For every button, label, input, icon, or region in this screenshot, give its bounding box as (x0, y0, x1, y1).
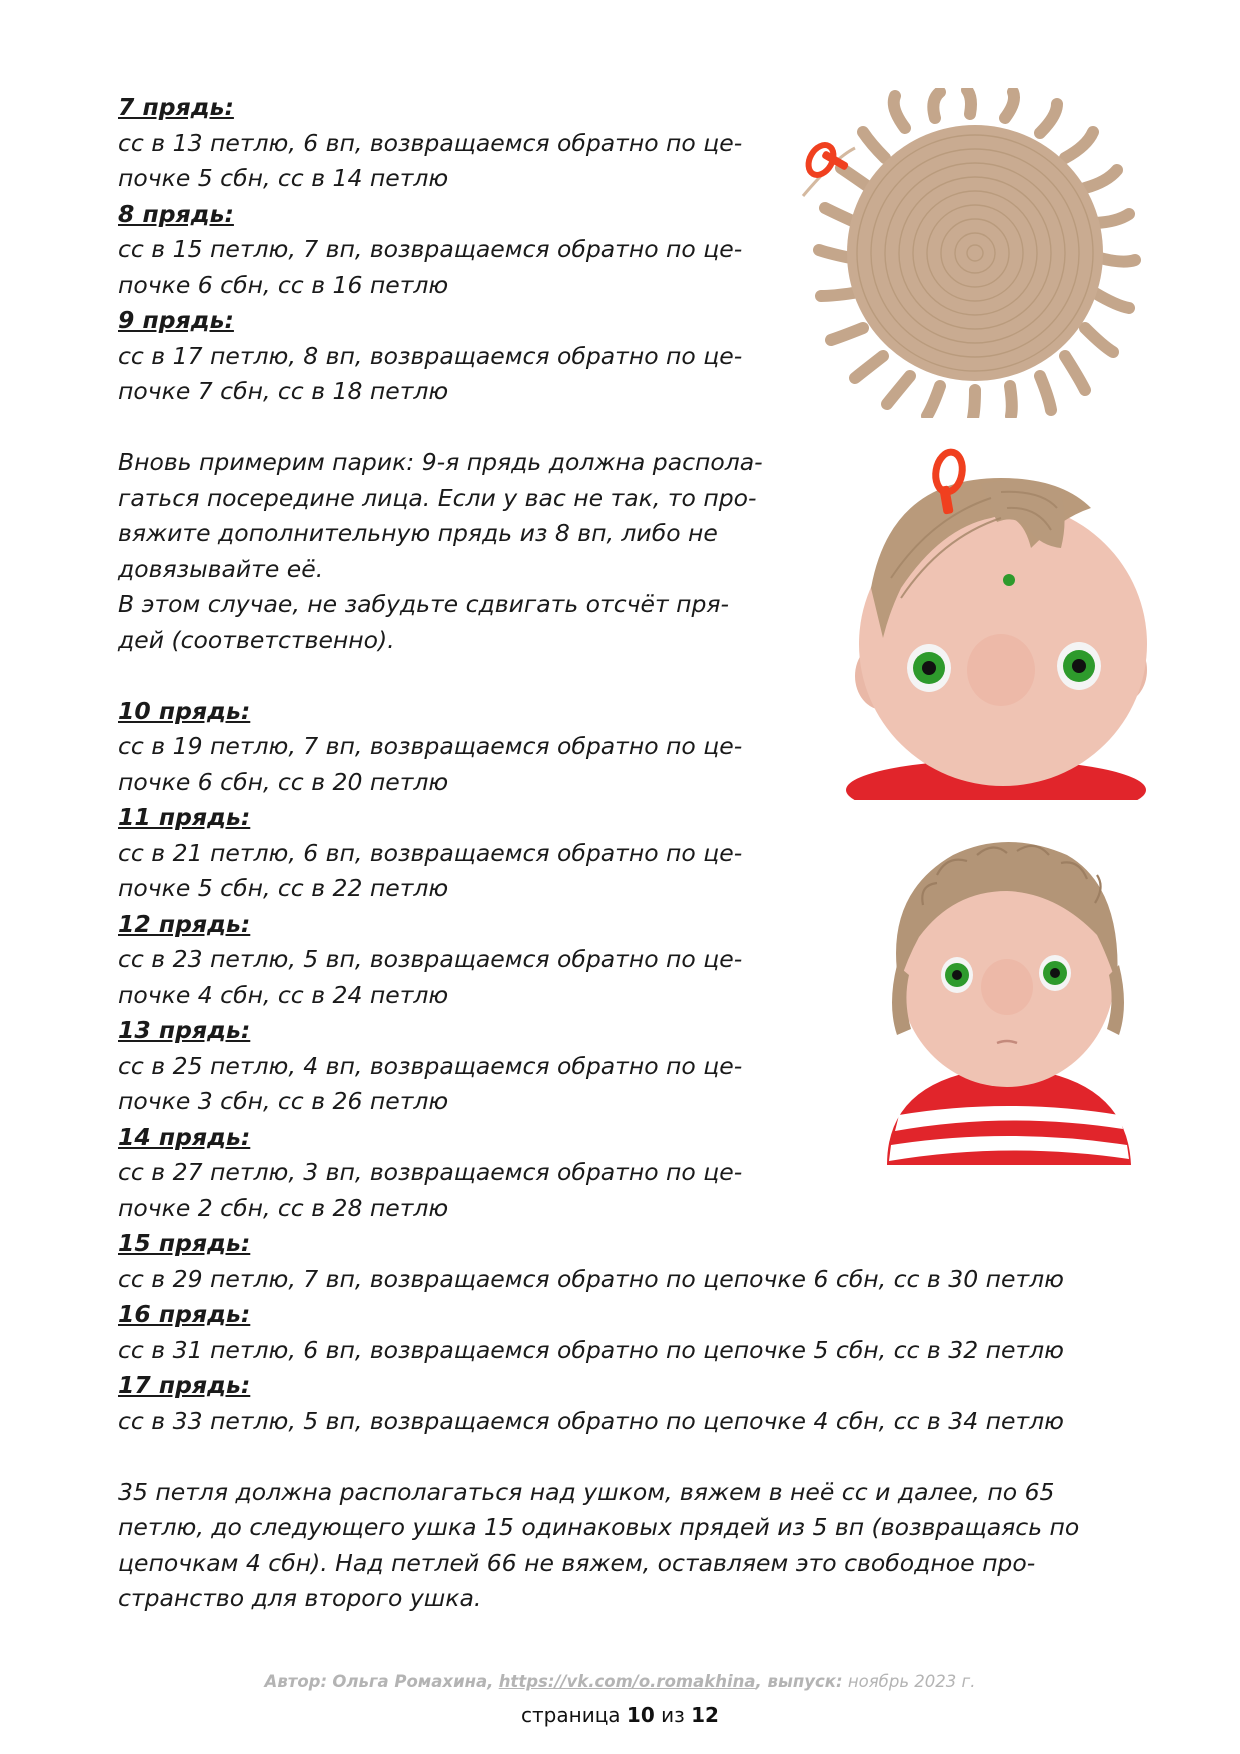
strand-heading: 8 прядь: (118, 199, 234, 228)
strand-17 (118, 1368, 1130, 1439)
strand-line: почке 6 сбн, сс в 20 петлю (118, 767, 449, 796)
instructions-column (118, 90, 783, 1226)
final-line: петлю, до следующего ушка 15 одинаковых прядей из 5 вп (возвращаясь по (118, 1513, 1080, 1541)
strand-heading: 12 прядь: (118, 909, 251, 938)
strand-14 (118, 1120, 783, 1227)
strand-line: сс в 29 петлю, 7 вп, возвращаемся обратно по цепочке 6 сбн, сс в 30 петлю (118, 1264, 1064, 1293)
fitting-note (118, 445, 783, 658)
full-width-instructions (118, 1226, 1130, 1617)
strand-line: почке 4 сбн, сс в 24 петлю (118, 980, 449, 1009)
note-line: дей (соответственно). (118, 625, 395, 654)
page-number (0, 1703, 1240, 1727)
author-name: Ольга Ромахина, (332, 1672, 494, 1691)
doll-head-photo (831, 438, 1159, 800)
strand-line: сс в 23 петлю, 5 вп, возвращаемся обратно по це- (118, 945, 743, 973)
strand-line: сс в 31 петлю, 6 вп, возвращаемся обратно по цепочке 5 сбн, сс в 32 петлю (118, 1335, 1064, 1364)
strand-line: сс в 33 петлю, 5 вп, возвращаемся обратно по цепочке 4 сбн, сс в 34 петлю (118, 1406, 1064, 1435)
strand-heading: 7 прядь: (118, 93, 234, 121)
doll-head-with-marker-icon (831, 438, 1159, 800)
final-line: странство для второго ушка. (118, 1584, 482, 1612)
strand-9 (118, 303, 783, 410)
note-line: Вновь примерим парик: 9-я прядь должна распола- (118, 448, 763, 476)
strand-heading: 11 прядь: (118, 803, 251, 831)
strand-16 (118, 1297, 1130, 1368)
green-eye-icon (1039, 955, 1071, 991)
strand-10 (118, 694, 783, 801)
strand-heading: 15 прядь: (118, 1229, 251, 1257)
strand-line: сс в 21 петлю, 6 вп, возвращаемся обратно по це- (118, 838, 743, 867)
strand-13 (118, 1013, 783, 1120)
page-total: 12 (691, 1703, 719, 1727)
strand-7 (118, 90, 783, 197)
strand-heading: 14 прядь: (118, 1122, 251, 1151)
strand-line: почке 5 сбн, сс в 22 петлю (118, 874, 449, 902)
strand-line: сс в 13 петлю, 6 вп, возвращаемся обратно по це- (118, 128, 743, 157)
crochet-wig-cap-icon (795, 88, 1155, 418)
strand-heading: 17 прядь: (118, 1371, 251, 1399)
note-line: В этом случае, не забудьте сдвигать отсчёт пря- (118, 590, 730, 618)
author-link[interactable]: https://vk.com/o.romakhina (498, 1672, 756, 1691)
strand-12 (118, 907, 783, 1014)
strand-line: почке 2 сбн, сс в 28 петлю (118, 1193, 449, 1222)
strand-line: почке 5 сбн, сс в 14 петлю (118, 164, 449, 192)
strand-line: почке 6 сбн, сс в 16 петлю (118, 270, 449, 299)
strand-heading: 9 прядь: (118, 306, 234, 334)
author-label: Автор: (264, 1672, 328, 1691)
doll-with-hair-icon (857, 815, 1161, 1165)
strand-heading: 16 прядь: (118, 1300, 251, 1328)
strand-line: почке 7 сбн, сс в 18 петлю (118, 377, 449, 405)
strand-line: сс в 27 петлю, 3 вп, возвращаемся обратно по це- (118, 1158, 743, 1186)
green-eye-icon (1057, 642, 1101, 690)
strand-line: сс в 15 петлю, 7 вп, возвращаемся обратно по це- (118, 235, 743, 263)
final-paragraph (118, 1475, 1130, 1617)
strand-line: сс в 19 петлю, 7 вп, возвращаемся обратно по це- (118, 732, 743, 760)
final-line: цепочкам 4 сбн). Над петлей 66 не вяжем, оставляем это свободное про- (118, 1548, 1036, 1577)
note-line: довязывайте её. (118, 554, 324, 583)
strand-15 (118, 1226, 1130, 1297)
strand-8 (118, 197, 783, 304)
spacer (118, 410, 783, 446)
strand-heading: 13 прядь: (118, 1016, 251, 1044)
final-line: 35 петля должна располагаться над ушком, вяжем в неё сс и далее, по 65 (118, 1477, 1055, 1506)
spacer (118, 658, 783, 694)
green-eye-icon (907, 644, 951, 692)
strand-11 (118, 800, 783, 907)
green-eye-icon (941, 957, 973, 993)
spacer (118, 1439, 1130, 1475)
issue-value: ноябрь 2023 г. (847, 1672, 976, 1691)
strand-line: сс в 25 петлю, 4 вп, возвращаемся обратно по це- (118, 1051, 743, 1080)
footer-author-line (0, 1672, 1240, 1691)
issue-label: , выпуск: (755, 1672, 843, 1691)
page-word: страница (521, 1703, 621, 1727)
page-current: 10 (626, 1703, 655, 1727)
note-line: вяжите дополнительную прядь из 8 вп, либо не (118, 519, 718, 547)
strand-line: почке 3 сбн, сс в 26 петлю (118, 1087, 449, 1115)
wig-cap-photo (795, 88, 1155, 418)
of-word: из (661, 1703, 685, 1727)
strand-line: сс в 17 петлю, 8 вп, возвращаемся обратно по це- (118, 341, 743, 370)
note-line: гаться посередине лица. Если у вас не так, то про- (118, 483, 757, 512)
strand-heading: 10 прядь: (118, 696, 251, 725)
doll-with-hair-photo (857, 815, 1161, 1165)
